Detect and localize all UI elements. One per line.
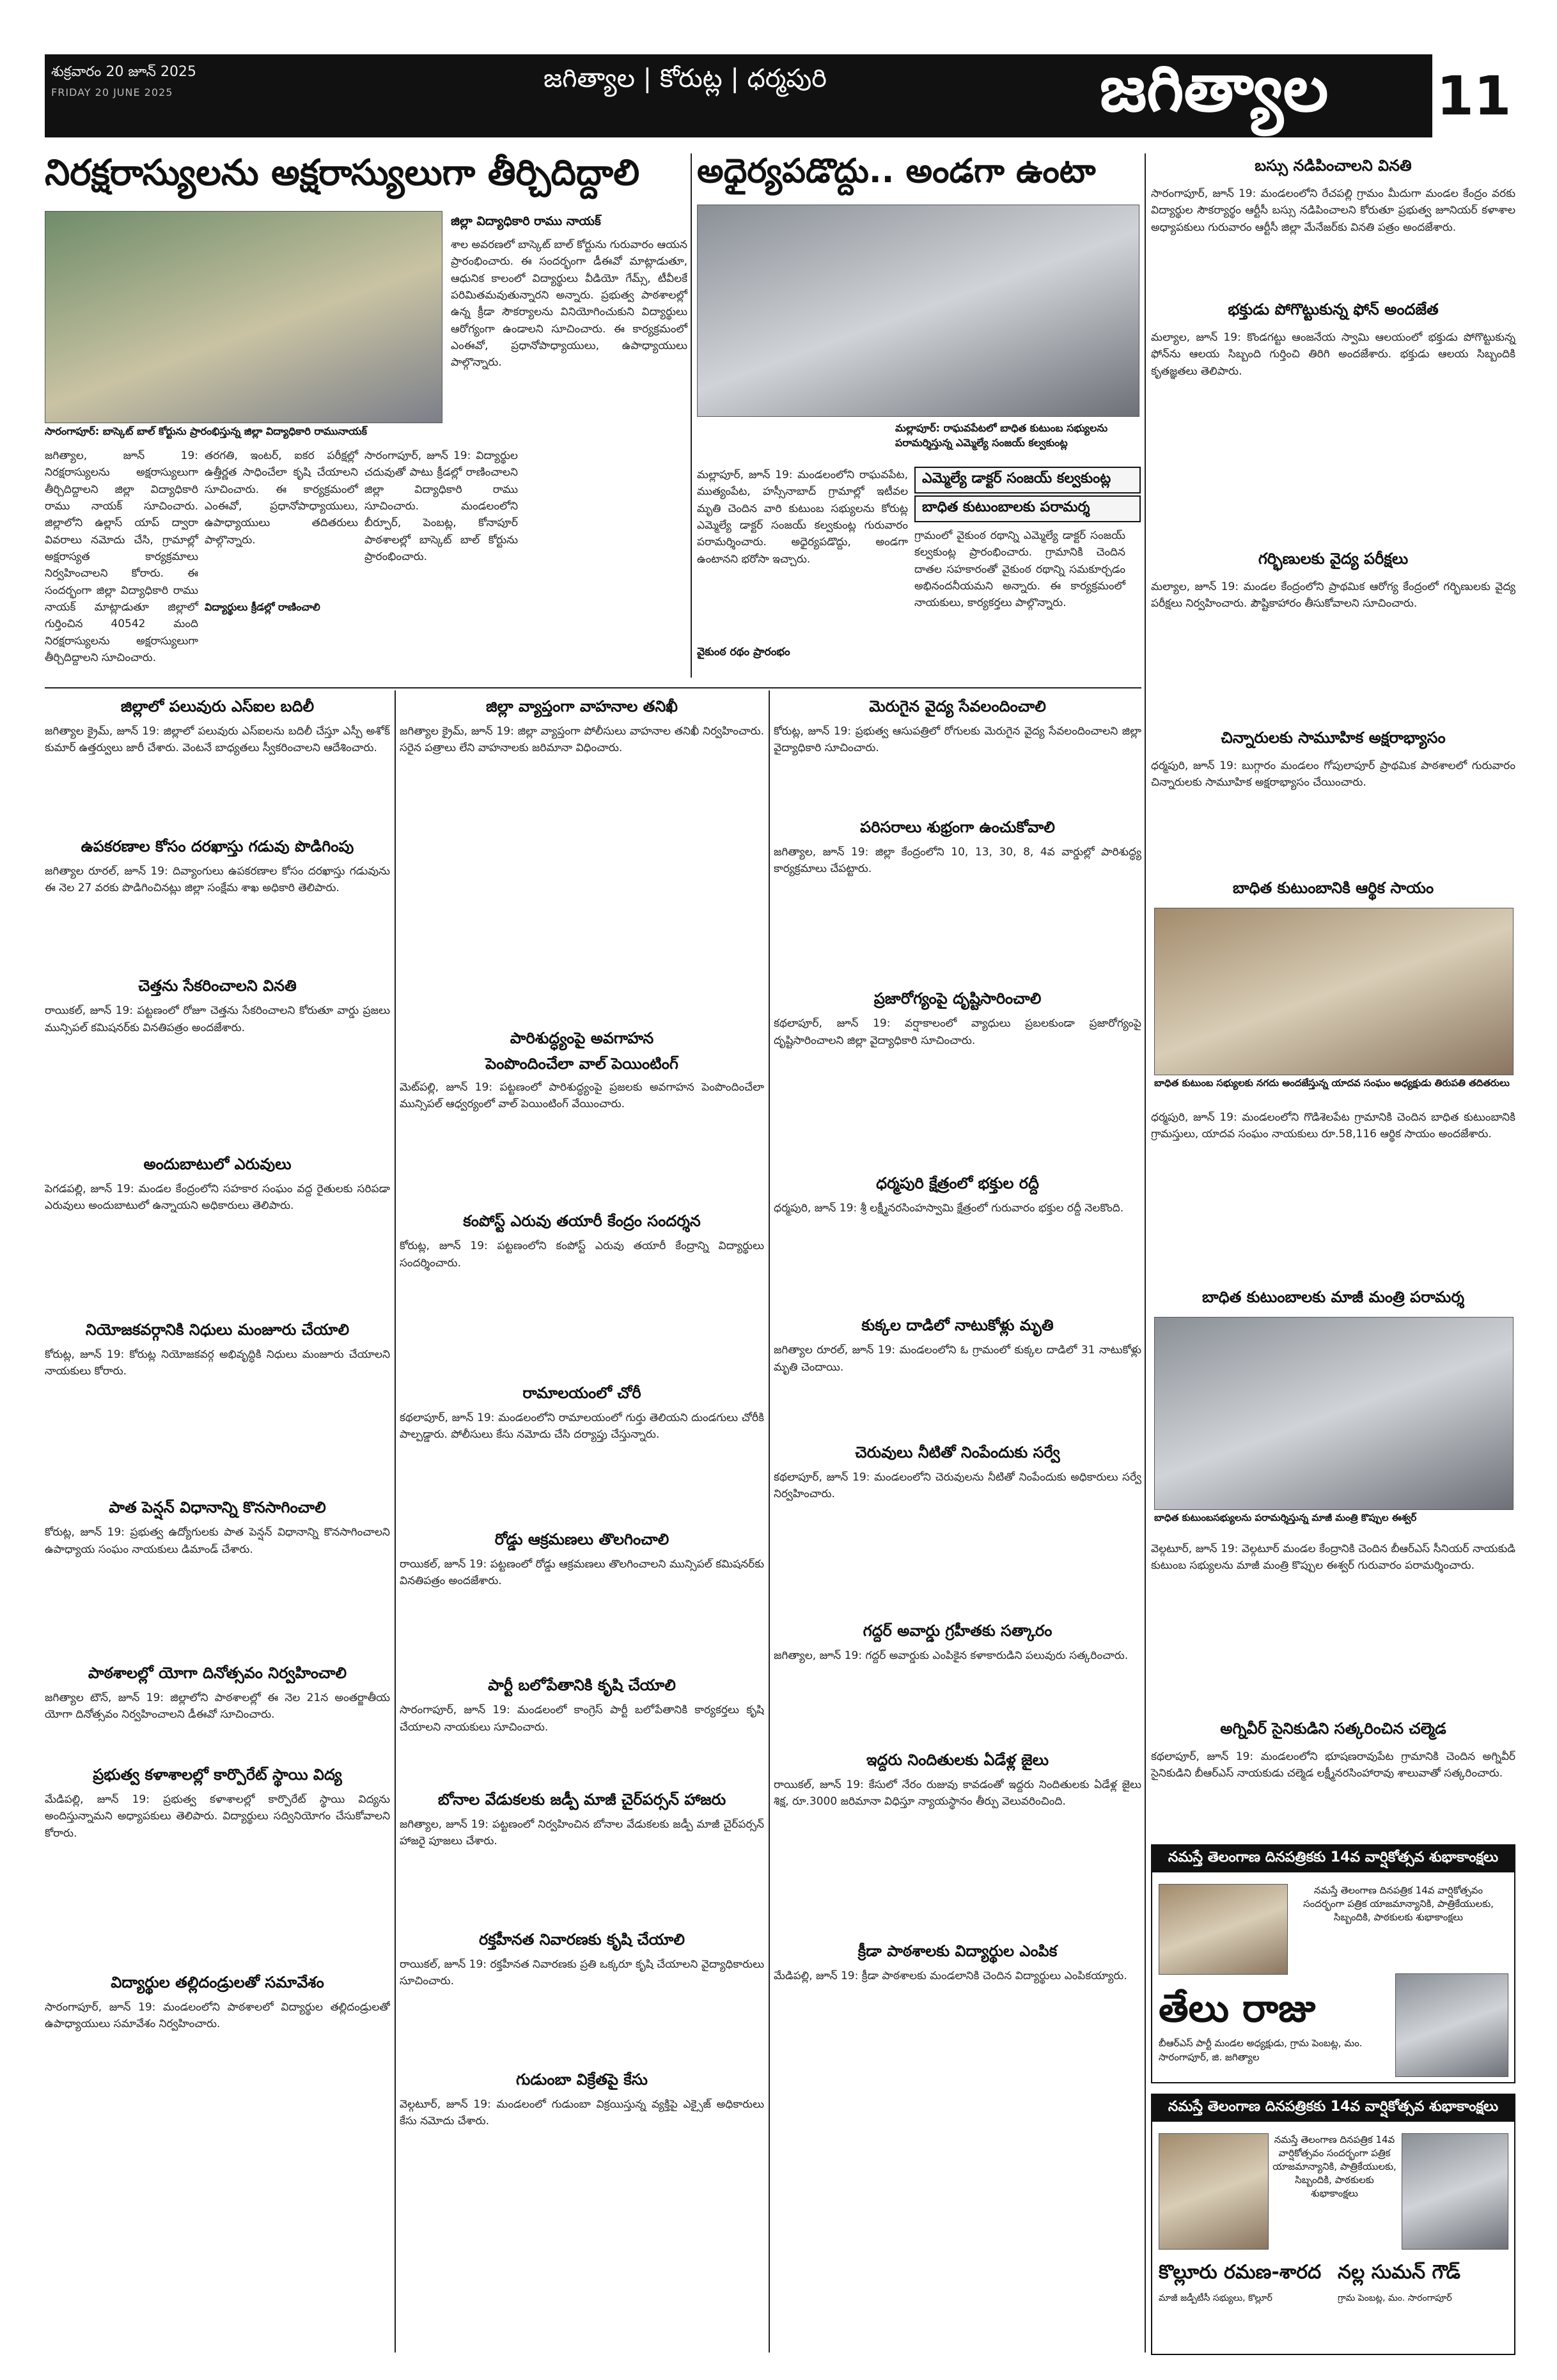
edition-title: జగిత్యాల <box>1100 51 1329 126</box>
brief-headline: చెరువులు నీటితో నింపేందుకు సర్వే <box>855 1443 1060 1462</box>
ad-banner: నమస్తే తెలంగాణ దినపత్రికకు 14వ వార్షికోత్సవ శుభాకాంక్షలు <box>1152 1846 1514 1872</box>
brief-body: సారంగాపూర్, జూన్ 19: మండలంలోని పాఠశాలలో విద్యార్థుల తల్లిదండ్రులతో ఉపాధ్యాయులు సమావేశం నిర్వహించారు. <box>45 2000 390 2031</box>
brief-body: జగిత్యాల రూరల్, జూన్ 19: మండలంలోని ఓ గ్రామంలో కుక్కల దాడిలో 31 నాటుకోళ్లు మృతి చెందాయి. <box>774 1344 1141 1374</box>
column-rule <box>769 690 770 2353</box>
second-body-2: గ్రామంలో వైకుంఠ రథాన్ని ఎమ్మెల్యే డాక్టర్ సంజయ్ కల్వకుంట్ల ప్రారంభించారు. గ్రామానికి చెందిన దాతల సహకారంతో వైకుంఠ రథాన్ని సమకూర్చడం అభినందనీయమని అన్నారు. ఈ కార్యక్రమంలో నాయకులు, కార్యకర్తలు పాల్గొన్నారు. <box>914 529 1125 610</box>
brief-headline: కంపోస్ట్ ఎరువు తయారీ కేంద్రం సందర్శన <box>463 1212 701 1231</box>
section-rule <box>45 687 1141 688</box>
literacy-headline: చిన్నారులకు సామూహిక అక్షరాభ్యాసం <box>1221 729 1446 747</box>
brief-headline: మెరుగైన వైద్య సేవలందించాలి <box>869 697 1046 715</box>
brief-headline: పార్టీ బలోపేతానికి కృషి చేయాలి <box>488 1676 676 1695</box>
exminister-body: వెల్గటూర్, జూన్ 19: వెల్గటూర్ మండల కేంద్రానికి చెందిన బీఆర్ఎస్ సీనియర్ నాయకుడి కుటుంబ సభ్యులను మాజీ మంత్రి కొప్పుల ఈశ్వర్ గురువారం పరామర్శించారు. <box>1151 1543 1515 1573</box>
brief-headline: ఉపకరణాల కోసం దరఖాస్తు గడువు పొడిగింపు <box>81 837 354 855</box>
second-kicker-1: ఎమ్మెల్యే డాక్టర్ సంజయ్ కల్వకుంట్ల <box>914 467 1141 494</box>
ad-name: తేలు రాజు <box>1159 1986 1316 2031</box>
greeting-ad-1 <box>1151 1844 1515 2083</box>
bus-headline: బస్సు నడిపించాలని వినతి <box>1255 157 1412 175</box>
ad-message: నమస్తే తెలంగాణ దినపత్రిక 14వ వార్షికోత్సవం సందర్భంగా పత్రిక యాజమాన్యానికి, పాత్రికేయులకు, సిబ్బందికి, పాఠకులకు శుభాకాంక్షలు <box>1272 2134 1397 2199</box>
brief-headline: చెత్తను సేకరించాలని వినతి <box>138 977 297 995</box>
brief-headline: పరిసరాలు శుభ్రంగా ఉంచుకోవాలి <box>860 818 1055 836</box>
brief-body: మేడిపల్లి, జూన్ 19: క్రీడా పాఠశాలకు మండలానికి చెందిన విద్యార్థులు ఎంపికయ్యారు. <box>774 1969 1127 1982</box>
brief-body: కథలాపూర్, జూన్ 19: వర్షాకాలంలో వ్యాధులు ప్రబలకుండా ప్రజారోగ్యంపై దృష్టిసారించాలని జిల్లా వైద్యాధికారి సూచించారు. <box>774 1017 1141 1047</box>
brief-headline: పాత పెన్షన్ విధానాన్ని కొనసాగించాలి <box>109 1498 326 1517</box>
ad-role-2: గ్రామ పెంబట్ల, మం. సారంగాపూర్ <box>1338 2293 1452 2303</box>
date-telugu: శుక్రవారం 20 జూన్ 2025 <box>51 64 196 80</box>
brief-item <box>45 1766 390 1842</box>
briefs-column-3 <box>774 694 1141 2353</box>
second-kicker-2: బాధిత కుటుంబాలకు పరామర్శ <box>914 495 1141 522</box>
brief-headline: గద్దర్ అవార్డు గ్రహీతకు సత్కారం <box>863 1621 1052 1640</box>
lead-side-label: విద్యార్థులు క్రీడల్లో రాణించాలి <box>205 601 320 613</box>
exminister-headline: బాధిత కుటుంబాలకు మాజీ మంత్రి పరామర్శ <box>1202 1288 1464 1306</box>
brief-headline: ధర్మపురి క్షేత్రంలో భక్తుల రద్దీ <box>876 1174 1039 1193</box>
lead-photo <box>45 211 442 423</box>
edition-places: జగిత్యాల | కోరుట్ల | ధర్మపురి <box>544 64 827 93</box>
brief-headline: అందుబాటులో ఎరువులు <box>143 1155 292 1174</box>
brief-item <box>774 1174 1141 1217</box>
brief-headline: జిల్లా వ్యాప్తంగా వాహనాల తనిఖీ <box>486 697 678 715</box>
brief-headline: కుక్కల దాడిలో నాటుకోళ్లు మృతి <box>861 1316 1054 1335</box>
phone-headline: భక్తుడు పోగొట్టుకున్న ఫోన్ అందజేత <box>1228 300 1439 318</box>
brief-item <box>400 1791 764 1850</box>
second-photo-caption: మల్లాపూర్: రాఘవపేటలో బాధిత కుటుంబ సభ్యులను పరామర్శిస్తున్న ఎమ్మెల్యే సంజయ్ కల్వకుంట్ల <box>895 422 1138 451</box>
brief-body: రాయికల్, జూన్ 19: రక్తహీనత నివారణకు ప్రతి ఒక్కరూ కృషి చేయాలని వైద్యాధికారులు సూచించారు. <box>400 1957 764 1988</box>
second-headline: అధైర్యపడొద్దు.. అండగా ఉంటా <box>697 152 1096 191</box>
brief-item <box>774 1443 1141 1503</box>
brief-item <box>400 1212 764 1272</box>
lead-body-3: సారంగాపూర్, జూన్ 19: విద్యార్థుల చదువుతో పాటు క్రీడల్లో రాణించాలని జిల్లా విద్యాధికారి రాము సూచించారు. మండలంలోని బీర్పూర్, పెంబట్ల, కోనాపూర్ పాఠశాలల్లో బాస్కెట్ బాల్ కోర్టును ప్రారంభించారు. <box>364 449 518 564</box>
brief-body: కోరుట్ల, జూన్ 19: ప్రభుత్వ ఉద్యోగులకు పాత పెన్షన్ విధానాన్ని కొనసాగించాలని ఉపాధ్యాయ సంఘం నాయకులు డిమాండ్ చేశారు. <box>45 1526 390 1556</box>
brief-item <box>400 1530 764 1590</box>
lead-byline: జిల్లా విద్యాధికారి రాము నాయక్ <box>451 214 601 228</box>
brief-body: జగిత్యాల రూరల్, జూన్ 19: దివ్యాంగులు ఉపకరణాల కోసం దరఖాస్తు గడువును ఈ నెల 27 వరకు పొడిగించినట్లు జిల్లా సంక్షేమ శాఖ అధికారి తెలిపారు. <box>45 864 390 895</box>
column-rule <box>691 153 692 678</box>
lead-body-4: శాల అవరణలో బాస్కెట్ బాల్ కోర్టును గురువారం ఆయన ప్రారంభించారు. ఈ సందర్భంగా డీఈవో మాట్లాడుతూ, ఆధునిక కాలంలో విద్యార్థులు వీడియో గేమ్స్, టీవీలకే పరిమితమవుతున్నారని అన్నారు. ప్రభుత్వ పాఠశాలల్లో ఉన్న క్రీడా సౌకర్యాలను వినియోగించుకుని విద్యార్థులు ఆరోగ్యంగా ఉండాలని సూచించారు. ఈ కార్యక్రమంలో ఎంఈవో, ప్రధానోపాధ్యాయులు, ఉపాధ్యాయులు పాల్గొన్నారు. <box>451 238 687 369</box>
brief-headline: జిల్లాలో పలువురు ఎస్ఐల బదిలీ <box>120 697 315 715</box>
brief-headline: విద్యార్థుల తల్లిదండ్రులతో సమావేశం <box>111 1973 324 1991</box>
lead-body-2: తరగతి, ఇంటర్, ఐకర పరీక్షల్లో ఉత్తీర్ణత సాధించేలా కృషి చేయాలని సూచించారు. ఈ కార్యక్రమంలో ఎంఈవో, ప్రధానోపాధ్యాయులు, ఉపాధ్యాయులు తదితరులు పాల్గొన్నారు. <box>205 449 358 547</box>
brief-body: జగిత్యాల, జూన్ 19: జిల్లా కేంద్రంలోని 10, 13, 30, 8, 4వ వార్డుల్లో పారిశుద్ధ్య కార్యక్రమాలు చేపట్టారు. <box>774 845 1141 876</box>
brief-body: పెగడపల్లి, జూన్ 19: మండల కేంద్రంలోని సహకార సంఘం వద్ద రైతులకు సరిపడా ఎరువులు అందుబాటులో ఉన్నాయని అధికారులు తెలిపారు. <box>45 1183 390 1213</box>
literacy-body: ధర్మపురి, జూన్ 19: బుగ్గారం మండలం గోపులాపూర్ ప్రాథమిక పాఠశాలలో గురువారం చిన్నారులకు సామూహిక అక్షరాభ్యాసం చేయించారు. <box>1151 759 1515 789</box>
brief-item <box>400 1676 764 1736</box>
ad-portrait <box>1159 2133 1269 2250</box>
ad-message: నమస్తే తెలంగాణ దినపత్రిక 14వ వార్షికోత్సవం సందర్భంగా పత్రిక యాజమాన్యానికి, పాత్రికేయులకు, సిబ్బందికి, పాఠకులకు శుభాకాంక్షలు <box>1303 1885 1494 1923</box>
brief-item <box>400 1029 764 1113</box>
ad-banner: నమస్తే తెలంగాణ దినపత్రికకు 14వ వార్షికోత్సవ శుభాకాంక్షలు <box>1152 2095 1514 2122</box>
ad-name-1: కొల్లూరు రమణ-శారద <box>1159 2261 1322 2283</box>
brief-body: రాయికల్, జూన్ 19: పట్టణంలో రోజూ చెత్తను సేకరించాలని కోరుతూ వార్డు ప్రజలు మున్సిపల్ కమిషనర్‌కు వినతిపత్రం అందజేశారు. <box>45 1004 390 1034</box>
brief-body: వెల్గటూర్, జూన్ 19: మండలంలో గుడుంబా విక్రయిస్తున్న వ్యక్తిపై ఎక్సైజ్ అధికారులు కేసు నమోదు చేశారు. <box>400 2097 764 2127</box>
brief-item <box>774 1622 1141 1664</box>
brief-item <box>45 977 390 1036</box>
brief-item <box>774 990 1141 1049</box>
brief-item <box>45 1664 390 1723</box>
brief-headline: బోనాల వేడుకలకు జడ్పీ మాజీ చైర్‌పర్సన్ హాజరు <box>437 1791 726 1809</box>
brief-body: రాయికల్, జూన్ 19: పట్టణంలో రోడ్డు ఆక్రమణలు తొలగించాలని మున్సిపల్ కమిషనర్‌కు వినతిపత్రం అందజేశారు. <box>400 1557 764 1588</box>
brief-headline: పారిశుద్ధ్యంపై అవగాహన <box>510 1029 654 1047</box>
brief-body: రాయికల్, జూన్ 19: కేసులో నేరం రుజువు కావడంతో ఇద్దరు నిందితులకు ఏడేళ్ల జైలు శిక్ష, రూ.3000 జరిమానా విధిస్తూ న్యాయస్థానం తీర్పు వెలువరించింది. <box>774 1778 1141 1808</box>
brief-item <box>45 1321 390 1380</box>
brief-body: కోరుట్ల, జూన్ 19: పట్టణంలోని కంపోస్ట్ ఎరువు తయారీ కేంద్రాన్ని విద్యార్థులు సందర్శించారు. <box>400 1240 764 1270</box>
brief-item <box>45 1498 390 1558</box>
brief-item <box>774 1316 1141 1376</box>
brief-body: ధర్మపురి, జూన్ 19: శ్రీ లక్ష్మీనరసింహస్వామి క్షేత్రంలో గురువారం భక్తుల రద్దీ నెలకొంది. <box>774 1202 1124 1215</box>
agniveer-body: కథలాపూర్, జూన్ 19: మండలంలోని భూషణరావుపేట గ్రామానికి చెందిన అగ్నివీర్ సైనికుడిని బీఆర్ఎస్ నాయకుడు చల్మెడ లక్ష్మీనరసింహారావు శాలువాతో సత్కరించారు. <box>1151 1750 1515 1780</box>
brief-body: మెట్‌పల్లి, జూన్ 19: పట్టణంలో పారిశుద్ధ్యంపై ప్రజలకు అవగాహన పెంపొందించేలా మున్సిపల్ ఆధ్వర్యంలో వాల్ పెయింటింగ్ వేయించారు. <box>400 1080 764 1111</box>
ad-role-1: మాజీ జడ్పీటీసీ సభ్యులు, కొల్లూర్ <box>1159 2293 1272 2303</box>
pregnant-body: మల్యాల, జూన్ 19: మండల కేంద్రంలోని ప్రాథమిక ఆరోగ్య కేంద్రంలో గర్భిణులకు వైద్య పరీక్షలు నిర్వహించారు. పౌష్టికాహారం తీసుకోవాలని సూచించారు. <box>1151 580 1515 611</box>
page-number: 11 <box>1432 54 1515 137</box>
brief-body: జగిత్యాల, జూన్ 19: పట్టణంలో నిర్వహించిన బోనాల వేడుకలకు జడ్పీ మాజీ చైర్‌పర్సన్ హాజరై పూజలు చేశారు. <box>400 1818 764 1848</box>
aid-photo-caption: బాధిత కుటుంబ సభ్యులకు నగదు అందజేస్తున్న యాదవ సంఘం అధ్యక్షుడు తిరుపతి తదితరులు <box>1154 1077 1512 1091</box>
brief-item <box>774 1751 1141 1810</box>
lead-photo-caption: సారంగాపూర్: బాస్కెట్ బాల్ కోర్టును ప్రారంభిస్తున్న జిల్లా విద్యాధికారి రామునాయక్ <box>45 425 441 440</box>
brief-body: కథలాపూర్, జూన్ 19: మండలంలోని చెరువులను నీటితో నింపేందుకు అధికారులు సర్వే నిర్వహించారు. <box>774 1471 1141 1501</box>
brief-headline: రక్తహీనత నివారణకు కృషి చేయాలి <box>479 1930 685 1948</box>
brief-body: జగిత్యాల, జూన్ 19: గద్దర్ అవార్డుకు ఎంపికైన కళాకారుడిని పలువురు సత్కరించారు. <box>774 1649 1129 1662</box>
brief-body: జగిత్యాల క్రైమ్, జూన్ 19: జిల్లాలో పలువురు ఎస్ఐలను బదిలీ చేస్తూ ఎస్పీ అశోక్ కుమార్ ఉత్తర్వులు జారీ చేశారు. వెంటనే బాధ్యతలు స్వీకరించాలని ఆదేశించారు. <box>45 725 390 755</box>
agniveer-headline: అగ్నివీర్ సైనికుడిని సత్కరించిన చల్మెడ <box>1220 1720 1446 1738</box>
brief-headline: గుడుంబా విక్రేతపై కేసు <box>516 2070 648 2088</box>
brief-item <box>400 1384 764 1443</box>
phone-body: మల్యాల, జూన్ 19: కొండగట్టు ఆంజనేయ స్వామి ఆలయంలో భక్తుడు పోగొట్టుకున్న ఫోన్‌ను ఆలయ సిబ్బంది గుర్తించి తిరిగి అందజేశారు. భక్తుడు ఆలయ సిబ్బందికి కృతజ్ఞతలు తెలిపారు. <box>1151 331 1515 378</box>
brief-subhead: పెంపొందించేలా వాల్ పెయింటింగ్ <box>485 1054 678 1073</box>
brief-body: సారంగాపూర్, జూన్ 19: మండలంలో కాంగ్రెస్ పార్టీ బలోపేతానికి కార్యకర్తలు కృషి చేయాలని నాయకులు సూచించారు. <box>400 1704 764 1734</box>
second-side-label: వైకుంఠ రథం ప్రారంభం <box>697 646 790 658</box>
brief-body: జగిత్యాల టౌన్, జూన్ 19: జిల్లాలోని పాఠశాలల్లో ఈ నెల 21న అంతర్జాతీయ యోగా దినోత్సవం నిర్వహించాలని డీఈవో సూచించారు. <box>45 1692 390 1722</box>
brief-item <box>45 1973 390 2033</box>
brief-body: కోరుట్ల, జూన్ 19: ప్రభుత్వ ఆసుపత్రిలో రోగులకు మెరుగైన వైద్య సేవలందించాలని జిల్లా వైద్యాధికారి సూచించారు. <box>774 725 1141 755</box>
brief-body: కథలాపూర్, జూన్ 19: మండలంలోని రామాలయంలో గుర్తు తెలియని దుండగులు చోరీకి పాల్పడ్డారు. పోలీసులు కేసు నమోదు చేసి దర్యాప్తు చేస్తున్నారు. <box>400 1412 764 1442</box>
brief-item <box>400 697 764 757</box>
brief-headline: ప్రజారోగ్యంపై దృష్టిసారించాలి <box>873 990 1042 1008</box>
brief-headline: క్రీడా పాఠశాలకు విద్యార్థుల ఎంపిక <box>857 1941 1058 1960</box>
brief-item <box>774 818 1141 878</box>
brief-headline: రోడ్డు ఆక్రమణలు తొలగించాలి <box>494 1530 669 1548</box>
pregnant-headline: గర్భిణులకు వైద్య పరీక్షలు <box>1258 550 1409 568</box>
second-photo <box>697 205 1139 417</box>
column-rule <box>1145 153 1146 2353</box>
second-body-1: మల్లాపూర్, జూన్ 19: మండలంలోని రాఘవపేట, ముత్యంపేట, హస్సీనాబాద్ గ్రామాల్లో ఇటీవల మృతి చెందిన వారి కుటుంబ సభ్యులను కోరుట్ల ఎమ్మెల్యే డాక్టర్ సంజయ్ కల్వకుంట్ల గురువారం పరామర్శించారు. అధైర్యపడొద్దు, అండగా ఉంటానని భరోసా ఇచ్చారు. <box>697 469 908 566</box>
ad-portrait <box>1402 2133 1508 2250</box>
ad-portrait <box>1395 1973 1508 2077</box>
briefs-column-1 <box>45 694 390 2353</box>
lead-body-1: జగిత్యాల, జూన్ 19: నిరక్షరాస్యులను అక్షరాస్యులుగా తీర్చిదిద్దాలని జిల్లా విద్యాధికారి రాము నాయక్ సూచించారు. జిల్లాలోని ఉల్లాస్ యాప్ ద్వారా వివరాలు నమోదు చేసి, గ్రామాల్లో అక్షరాస్యత కార్యక్రమాలు నిర్వహించాలని కోరారు. ఈ సందర్భంగా జిల్లా విద్యాధికారి రాము నాయక్ మాట్లాడుతూ జిల్లాలో గుర్తించిన 40542 మంది నిరక్షరాస్యులను అక్షరాస్యులుగా తీర్చిదిద్దాలని సూచించారు. <box>45 449 198 665</box>
briefs-column-2 <box>400 694 764 2353</box>
bus-body: సారంగాపూర్, జూన్ 19: మండలంలోని రేచపల్లి గ్రామం మీదుగా మండల కేంద్రం వరకు విద్యార్థుల సౌకర్యార్థం ఆర్టీసీ బస్సు నడిపించాలని కోరుతూ ప్రభుత్వ జూనియర్ కళాశాల అధ్యాపకులు గురువారం ఆర్టీసీ జిల్లా మేనేజర్‌కు వినతి పత్రం అందజేశారు. <box>1151 187 1515 234</box>
brief-headline: రామాలయంలో చోరీ <box>522 1384 641 1403</box>
column-rule <box>395 690 396 2353</box>
ad-role: బీఆర్ఎస్ పార్టీ మండల అధ్యక్షుడు, గ్రామ పెంబట్ల, మం. సారంగాపూర్, జి. జగిత్యాల <box>1159 2037 1363 2063</box>
brief-item <box>45 1155 390 1215</box>
exminister-photo-caption: బాధిత కుటుంబసభ్యులను పరామర్శిస్తున్న మాజీ మంత్రి కొప్పుల ఈశ్వర్ <box>1154 1512 1512 1526</box>
brief-headline: ప్రభుత్వ కళాశాలల్లో కార్పొరేట్ స్థాయి విద్య <box>93 1765 342 1784</box>
brief-headline: ఇద్దరు నిందితులకు ఏడేళ్ల జైలు <box>866 1751 1049 1769</box>
brief-body: మేడిపల్లి, జూన్ 19: ప్రభుత్వ కళాశాలల్లో కార్పొరేట్ స్థాయి విద్యను అందిస్తున్నామని అధ్యాపకులు తెలిపారు. విద్యార్థులు సద్వినియోగం చేసుకోవాలని కోరారు. <box>45 1793 390 1840</box>
brief-item <box>400 1931 764 1990</box>
lead-headline: నిరక్షరాస్యులను అక్షరాస్యులుగా తీర్చిదిద్దాలి <box>45 152 640 194</box>
brief-item <box>400 2071 764 2130</box>
greeting-ad-2 <box>1151 2094 1515 2355</box>
brief-headline: పాఠశాలల్లో యోగా దినోత్సవం నిర్వహించాలి <box>88 1664 347 1683</box>
brief-item <box>45 837 390 897</box>
exminister-photo <box>1154 1317 1514 1510</box>
brief-item <box>774 697 1141 757</box>
aid-headline: బాధిత కుటుంబానికి ఆర్థిక సాయం <box>1232 879 1434 897</box>
brief-item <box>774 1942 1141 1984</box>
brief-headline: నియోజకవర్గానికి నిధులు మంజూరు చేయాలి <box>85 1320 350 1339</box>
ad-photo <box>1159 1884 1288 1975</box>
aid-photo <box>1154 908 1514 1075</box>
brief-body: కోరుట్ల, జూన్ 19: కోరుట్ల నియోజకవర్గ అభివృద్ధికి నిధులు మంజూరు చేయాలని నాయకులు కోరారు. <box>45 1348 390 1378</box>
brief-item <box>45 697 390 757</box>
ad-name-2: నల్ల సుమన్ గౌడ్ <box>1338 2261 1460 2283</box>
date-english: FRIDAY 20 JUNE 2025 <box>51 86 173 98</box>
brief-body: జగిత్యాల క్రైమ్, జూన్ 19: జిల్లా వ్యాప్తంగా పోలీసులు వాహనాల తనిఖీ నిర్వహించారు. సరైన పత్రాలు లేని వాహనాలకు జరిమానా విధించారు. <box>400 725 764 755</box>
aid-body: ధర్మపురి, జూన్ 19: మండలంలోని గొడిశెలపేట గ్రామానికి చెందిన బాధిత కుటుంబానికి గ్రామస్తులు, యాదవ సంఘం నాయకులు రూ.58,116 ఆర్థిక సాయం అందజేశారు. <box>1151 1111 1515 1141</box>
